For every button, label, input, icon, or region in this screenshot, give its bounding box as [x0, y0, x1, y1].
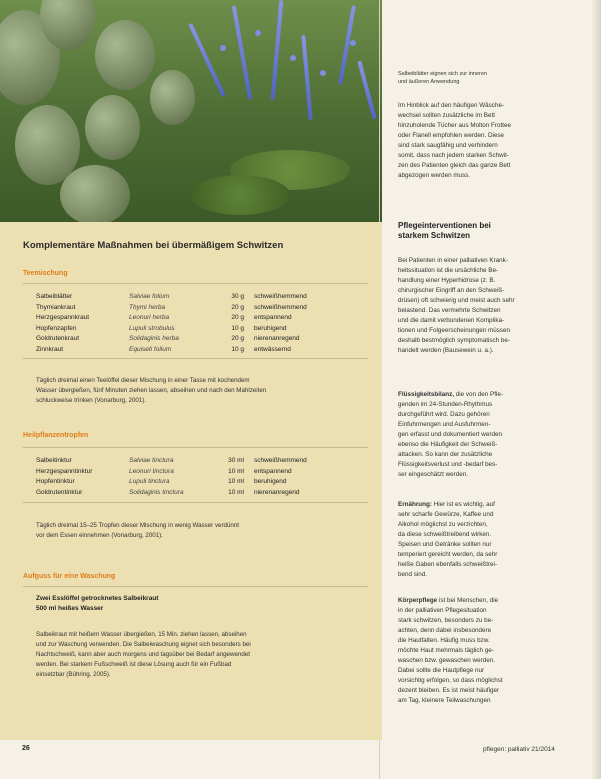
text-line: abgezogen werden muss.: [398, 172, 471, 179]
cell-latin: Leonuri tinctura: [129, 467, 174, 475]
photo-caption: [398, 70, 578, 86]
bullet-text: möchte Haut mehrmals täglich ge-: [398, 647, 494, 654]
bullet-text: Flüssigkeitsverlust und -bedarf bes-: [398, 461, 498, 468]
cell-latin: Lupuli tinctura: [129, 478, 170, 486]
info-box-title: Komplementäre Maßnahmen bei übermäßigem Schwitzen: [23, 240, 284, 251]
text-line: Täglich dreimal einen Teelöffel dieser Mischung in einer Tasse mit kochendem: [36, 377, 250, 384]
table-row: [36, 303, 364, 314]
text-line: zen des Patienten gleich das ganze Bett: [398, 162, 511, 169]
cell-qty: 30 ml: [228, 457, 244, 464]
page-number: 26: [22, 745, 30, 752]
cell-effect: schweißhemmend: [254, 457, 307, 464]
body-paragraph: [398, 256, 570, 356]
cell-qty: 10 ml: [228, 478, 244, 486]
cell-qty: 20 g: [231, 335, 244, 343]
cell-qty: 10 ml: [228, 467, 244, 475]
bullet-text: da diese schweißtreibend wirken.: [398, 531, 492, 538]
cell-effect: beruhigend: [254, 324, 287, 332]
text-line: einsetzbar (Bühring, 2005).: [36, 671, 111, 678]
cell-name: Zinnkraut: [36, 345, 64, 353]
cell-name: Salbeitinktur: [36, 457, 72, 464]
text-line: [398, 440, 570, 450]
drops-instructions: [36, 521, 366, 541]
bullet-text: gen erfasst und dokumentiert werden: [398, 431, 502, 438]
heading-line: Pflegeinterventionen bei: [398, 221, 491, 230]
bullet-nutrition: [398, 500, 570, 580]
bullet-text: Alkohol möglichst zu verzichten,: [398, 521, 488, 528]
text-line: hinzuholende Tücher aus Molton Frottee: [398, 122, 511, 129]
cell-effect: schweißhemmend: [254, 293, 307, 300]
text-line: [398, 686, 570, 696]
cell-qty: 10 g: [231, 345, 244, 353]
bullet-text: die von den Pfle-: [455, 391, 504, 398]
text-line: [398, 410, 570, 420]
bullet-text: achten, denn dabei insbesondere: [398, 627, 492, 634]
text-line: chirurgischer Eingriff an den Schweiß-: [398, 287, 505, 294]
table-row: [36, 313, 364, 324]
section-heading: [398, 221, 491, 241]
divider: [23, 447, 368, 448]
drops-table: [36, 456, 364, 498]
text-line: [398, 606, 570, 616]
cell-name: Goldrutentinktur: [36, 488, 83, 496]
page-edge-shadow: [591, 0, 601, 779]
bullet-text: stark schwitzen, besonders zu be-: [398, 617, 494, 624]
section-tea-title: Teemischung: [23, 270, 68, 277]
bullet-text: attacken. So kann der zusätzliche: [398, 451, 493, 458]
bullet-text: ser eingeschätzt werden.: [398, 471, 469, 478]
bullet-text: heiße Gaben ebenfalls schweißtrei-: [398, 561, 498, 568]
bullet-text: vorsichtig erfolgen, so dass möglichst: [398, 677, 503, 684]
cell-latin: Thymi herba: [129, 303, 166, 311]
cell-latin: Solidaginis tinctura: [129, 488, 184, 496]
bullet-label: Ernährung:: [398, 501, 432, 508]
text-line: belastend. Das vermehrte Schwitzen: [398, 307, 501, 314]
tea-table: [36, 292, 364, 356]
table-row: [36, 292, 364, 303]
text-line: sind stark saugfähig und verhindern: [398, 142, 498, 149]
bullet-text: die Hautfalten. Häufig muss bzw.: [398, 637, 490, 644]
text-line: vor dem Essen einnehmen (Vonarburg, 2001).: [36, 532, 163, 539]
text-line: drüsen) oft schwierig und meist auch sehr: [398, 297, 515, 304]
text-line: [398, 520, 570, 530]
bullet-text: bend sind.: [398, 571, 428, 578]
bullet-text: waschen bzw. gewaschen werden.: [398, 657, 495, 664]
bullet-text: Hier ist es wichtig, auf: [433, 501, 495, 508]
bullet-text: durchgeführt wird. Dazu gehören: [398, 411, 490, 418]
text-line: [398, 470, 570, 480]
text-line: [398, 450, 570, 460]
text-line: [398, 616, 570, 626]
cell-name: Herzgespanntinktur: [36, 467, 93, 475]
cell-effect: entspannend: [254, 467, 292, 475]
cell-name: Thymiankraut: [36, 303, 76, 311]
bullet-text: am Tag, kleinere Teilwaschungen: [398, 697, 491, 704]
divider: [23, 283, 368, 284]
cell-name: Hopfenzapfen: [36, 324, 77, 332]
text-line: [398, 400, 570, 410]
intro-paragraph: [398, 101, 570, 181]
text-line: Salbeikraut mit heißem Wasser übergießen, 15 Min. ziehen lassen, abseihen: [36, 631, 247, 638]
divider: [23, 358, 368, 359]
text-line: schluckweise trinken (Vonarburg, 2001).: [36, 397, 147, 404]
text-line: [398, 420, 570, 430]
cell-effect: entwässernd: [254, 345, 291, 353]
wash-ingredients: [36, 594, 366, 614]
cell-effect: beruhigend: [254, 478, 287, 486]
divider: [23, 502, 368, 503]
bullet-body-care: [398, 596, 570, 706]
tea-instructions: [36, 376, 366, 406]
text-line: oder Flanell empfohlen werden. Diese: [398, 132, 505, 139]
text-line: und zur Waschung verwenden. Die Salbeiwaschung eignet sich besonders bei: [36, 641, 251, 648]
text-line: tionen und Folgeerscheinungen müssen: [398, 327, 511, 334]
cell-name: Herzgespannkraut: [36, 314, 90, 322]
cell-qty: 20 g: [231, 314, 244, 322]
text-line: [398, 460, 570, 470]
table-row: [36, 488, 364, 499]
text-line: [398, 540, 570, 550]
table-row: [36, 477, 364, 488]
cell-effect: nierenanregend: [254, 335, 300, 343]
text-line: handelt werden (Bausewein u. a.).: [398, 347, 494, 354]
text-line: Wasser übergießen, fünf Minuten ziehen lassen, abseihen und nach den Mahlzeiten: [36, 387, 267, 394]
section-drops-title: Heilpflanzentropfen: [23, 432, 89, 439]
text-line: Bei Patienten in einer palliativen Krank-: [398, 257, 508, 264]
text-line: [398, 550, 570, 560]
text-line: [398, 596, 570, 606]
wash-instructions: [36, 630, 366, 680]
divider: [23, 586, 368, 587]
text-line: [398, 500, 570, 510]
text-line: werden. Bei starkem Fußschweiß ist diese Lösung auch für ein Fußbad: [36, 661, 232, 668]
text-line: [398, 676, 570, 686]
text-line: [398, 646, 570, 656]
cell-name: Salbeiblätter: [36, 293, 73, 300]
cell-effect: entspannend: [254, 314, 292, 322]
ingredient-line: 500 ml heißes Wasser: [36, 605, 104, 612]
cell-name: Goldrutenkraut: [36, 335, 79, 343]
text-line: [398, 530, 570, 540]
text-line: Im Hinblick auf den häufigen Wäsche-: [398, 102, 505, 109]
bullet-fluid-balance: [398, 390, 570, 480]
text-line: wechsel sollten zusätzliche im Bett: [398, 112, 495, 119]
cell-latin: Salviae tinctura: [129, 457, 174, 464]
text-line: somit, dass nach jedem starken Schwit-: [398, 152, 509, 159]
section-wash-title: Aufguss für eine Waschung: [23, 573, 116, 580]
cell-qty: 20 g: [231, 303, 244, 311]
cell-name: Hopfentinktur: [36, 478, 75, 486]
bullet-text: ist bei Menschen, die: [438, 597, 499, 604]
text-line: [398, 636, 570, 646]
cell-latin: Solidaginis herba: [129, 335, 179, 343]
ingredient-line: Zwei Esslöffel getrocknetes Salbeikraut: [36, 595, 159, 602]
cell-effect: nierenanregend: [254, 488, 300, 496]
bullet-text: in der palliativen Pflegesituation: [398, 607, 487, 614]
cell-latin: Salviae folium: [129, 293, 170, 300]
heading-line: starkem Schwitzen: [398, 231, 471, 240]
text-line: [398, 390, 570, 400]
bullet-text: Speisen und Getränke sollten nur: [398, 541, 492, 548]
bullet-label: Flüssigkeitsbilanz,: [398, 391, 454, 398]
caption-line-2: und äußeren Anwendung: [398, 79, 460, 85]
caption-line-1: Salbeiblätter eignen sich zur inneren: [398, 71, 487, 77]
table-row: [36, 467, 364, 478]
bullet-text: ebenso die Häufigkeit der Schweiß-: [398, 441, 498, 448]
salvia-photo: [0, 0, 382, 222]
bullet-label: Körperpflege: [398, 597, 438, 604]
text-line: deshalb bestmöglich symptomatisch be-: [398, 337, 510, 344]
text-line: handlung einer Hyperhidrose (z. B.: [398, 277, 496, 284]
text-line: Nachtschweiß, kann aber auch morgens und tagsüber bei Bedarf angewendet: [36, 651, 250, 658]
cell-qty: 30 g: [231, 293, 244, 300]
text-line: heitssituation ist die ursächliche Be-: [398, 267, 499, 274]
text-line: und die damit verbundenen Komplika-: [398, 317, 505, 324]
bullet-text: Einfuhrmengen und Ausfuhrmen-: [398, 421, 491, 428]
cell-qty: 10 g: [231, 324, 244, 332]
cell-qty: 10 ml: [228, 488, 244, 496]
bullet-text: Dabei sollte die Hautpflege nur: [398, 667, 485, 674]
bullet-text: dezent bleiben. Es ist meist häufiger: [398, 687, 500, 694]
text-line: [398, 510, 570, 520]
bullet-text: temperiert gereicht werden, da sehr: [398, 551, 498, 558]
table-row: [36, 456, 364, 467]
text-line: [398, 656, 570, 666]
cell-effect: schweißhemmend: [254, 303, 307, 311]
text-line: [398, 560, 570, 570]
cell-latin: Lupuli strobulus: [129, 324, 175, 332]
text-line: Täglich dreimal 15–25 Tropfen dieser Mischung in wenig Wasser verdünnt: [36, 522, 240, 529]
journal-footer: pflegen: palliativ 21/2014: [483, 746, 555, 753]
cell-latin: Equiseti folium: [129, 345, 172, 353]
text-line: [398, 570, 570, 580]
bullet-text: genden im 24-Stunden-Rhythmus: [398, 401, 493, 408]
table-row: [36, 324, 364, 335]
table-row: [36, 345, 364, 356]
text-line: [398, 666, 570, 676]
text-line: [398, 430, 570, 440]
cell-latin: Leonuri herba: [129, 314, 170, 322]
bullet-text: sehr scharfe Gewürze, Kaffee und: [398, 511, 494, 518]
text-line: [398, 696, 570, 706]
text-line: [398, 626, 570, 636]
table-row: [36, 334, 364, 345]
